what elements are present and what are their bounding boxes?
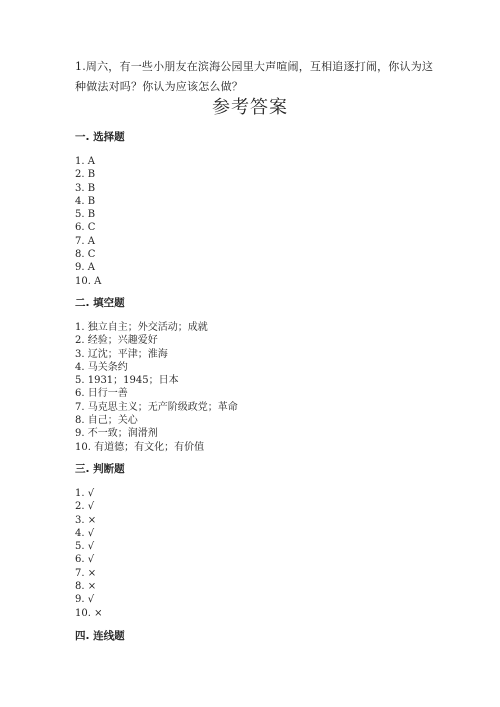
answer-item: 1. √ xyxy=(75,488,95,499)
answer-item: 7. A xyxy=(75,235,95,247)
answer-item: 3. 辽沈；平津；淮海 xyxy=(75,348,168,360)
answer-item: 4. B xyxy=(75,195,96,207)
answer-item: 4. 马关条约 xyxy=(75,361,128,373)
answer-item: 1. A xyxy=(75,156,95,167)
answer-item: 10. 有道德；有文化；有价值 xyxy=(75,441,205,453)
answer-item: 10. × xyxy=(75,607,103,619)
answer-item: 2. √ xyxy=(75,501,95,513)
answer-item: 6. C xyxy=(75,222,96,234)
answer-item: 9. 不一致；润滑剂 xyxy=(75,428,158,440)
answer-item: 7. 马克思主义；无产阶级政党；革命 xyxy=(75,401,238,413)
answer-item: 9. A xyxy=(75,262,95,274)
answer-item: 5. √ xyxy=(75,541,95,553)
answer-item: 1. 独立自主；外交活动；成就 xyxy=(75,322,208,333)
answer-item: 6. √ xyxy=(75,554,95,566)
answer-item: 8. × xyxy=(75,581,97,593)
answer-item: 5. B xyxy=(75,209,96,221)
answer-item: 9. √ xyxy=(75,594,95,606)
answer-item: 2. 经验；兴趣爱好 xyxy=(75,335,158,347)
answer-item: 6. 日行一善 xyxy=(75,388,128,400)
question-text: 1.周六，有一些小朋友在滨海公园里大声喧闹，互相追逐打闹，你认为这种做法对吗？你认为应该怎么做？ xyxy=(75,60,434,93)
section-heading-fill-in-blank: 二. 填空题 xyxy=(75,297,125,309)
answer-item: 3. B xyxy=(75,182,96,194)
answer-item: 5. 1931；1945；日本 xyxy=(75,375,179,387)
answer-item: 8. C xyxy=(75,249,96,261)
answer-item: 10. A xyxy=(75,275,102,287)
section-heading-true-false: 三. 判断题 xyxy=(75,463,125,475)
multiple-choice-answer-list xyxy=(75,155,101,288)
answer-item: 8. 自己；关心 xyxy=(75,415,138,427)
answer-item: 3. × xyxy=(75,514,97,526)
section-heading-multiple-choice: 一. 选择题 xyxy=(75,131,125,143)
answer-item: 7. × xyxy=(75,567,97,579)
section-heading-matching: 四. 连线题 xyxy=(75,630,125,642)
page-title: 参考答案 xyxy=(212,97,288,118)
answer-item: 4. √ xyxy=(75,527,95,539)
fill-in-blank-answer-list xyxy=(75,321,238,454)
true-false-answer-list xyxy=(75,487,102,620)
answer-item: 2. B xyxy=(75,169,96,181)
